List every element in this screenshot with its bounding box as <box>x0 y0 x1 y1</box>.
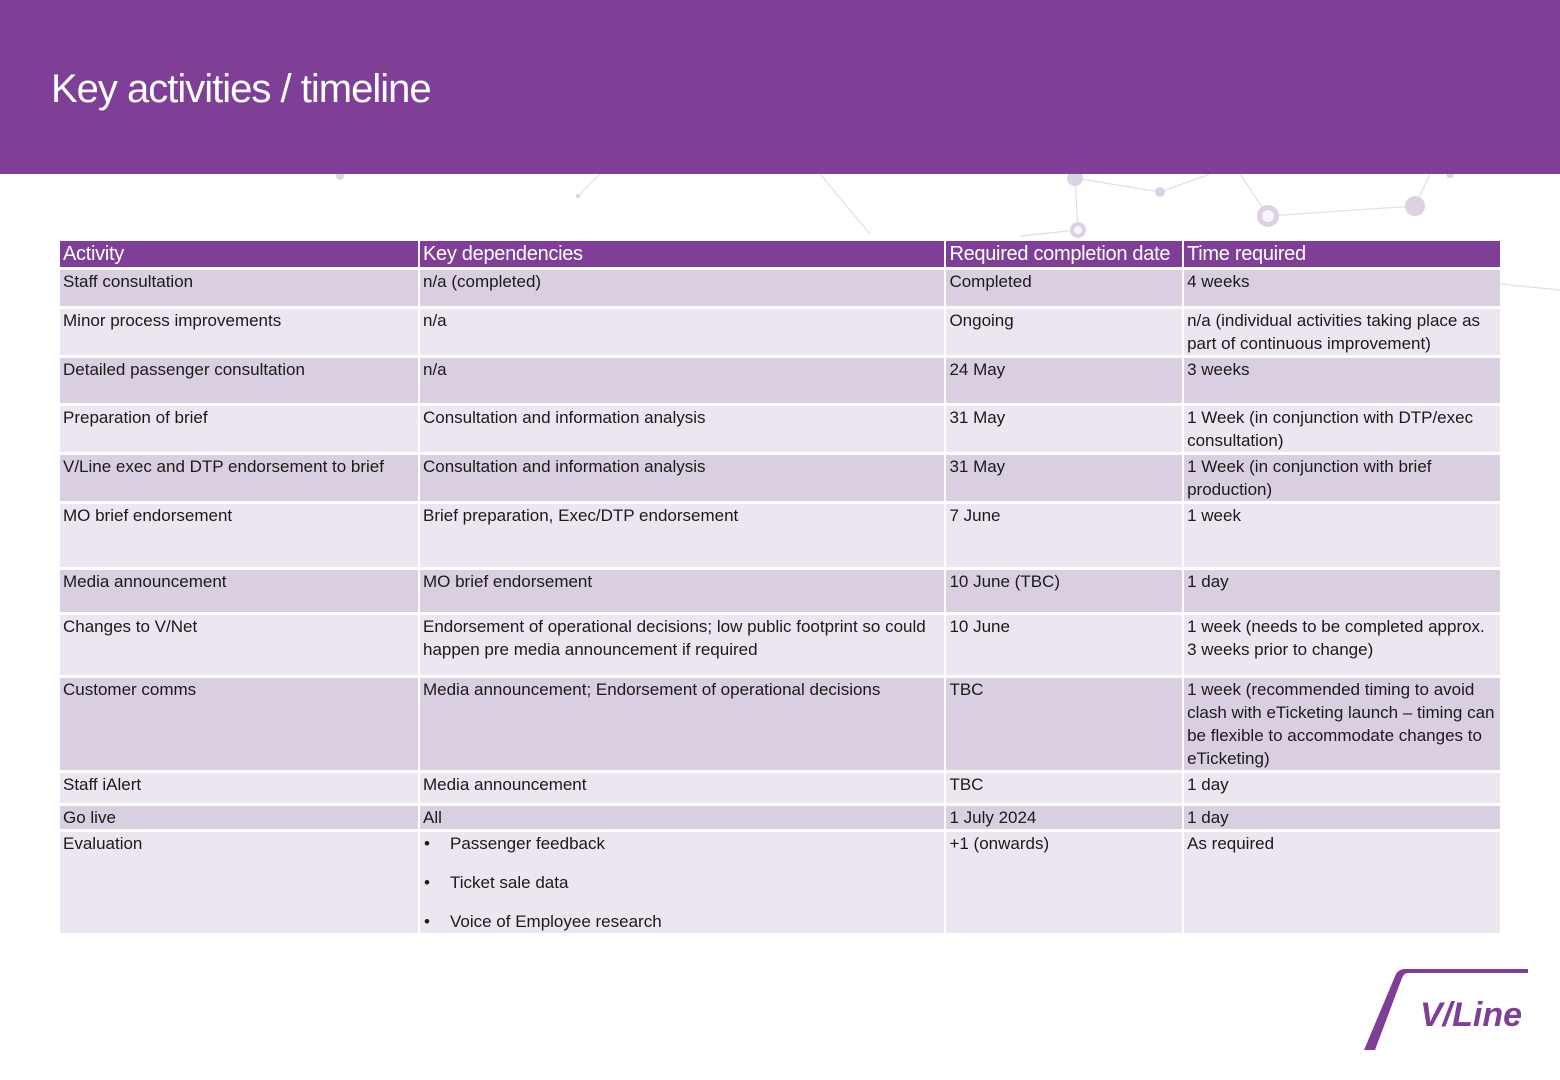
table-row <box>60 309 1500 355</box>
table-row <box>60 270 1500 306</box>
table-row <box>60 615 1500 675</box>
dependencies-cell: Consultation and information analysis <box>420 406 944 452</box>
completion-date-cell: +1 (onwards) <box>946 832 1182 933</box>
completion-date-cell: Ongoing <box>946 309 1182 355</box>
list-item: • Voice of Employee research <box>423 910 941 933</box>
dependencies-cell: Consultation and information analysis <box>420 455 944 501</box>
time-required-cell: 3 weeks <box>1184 358 1500 403</box>
time-required-cell: 1 Week (in conjunction with DTP/exec consultation) <box>1184 406 1500 452</box>
time-required-cell: 1 day <box>1184 570 1500 612</box>
activity-cell: Customer comms <box>60 678 418 770</box>
activity-cell: Preparation of brief <box>60 406 418 452</box>
completion-date-cell: 7 June <box>946 504 1182 567</box>
slide-header <box>0 0 1560 174</box>
activity-cell: Minor process improvements <box>60 309 418 355</box>
table-header-row <box>60 241 1500 267</box>
time-required-cell: 1 Week (in conjunction with brief production) <box>1184 455 1500 501</box>
header-activity: Activity <box>60 241 418 267</box>
dependencies-cell: n/a (completed) <box>420 270 944 306</box>
activity-cell: Go live <box>60 806 418 829</box>
dependencies-cell: n/a <box>420 309 944 355</box>
completion-date-cell: 31 May <box>946 406 1182 452</box>
time-required-cell: 1 week <box>1184 504 1500 567</box>
dependencies-cell: Brief preparation, Exec/DTP endorsement <box>420 504 944 567</box>
activity-cell: Staff iAlert <box>60 773 418 803</box>
header-key-dependencies: Key dependencies <box>420 241 944 267</box>
activity-cell: V/Line exec and DTP endorsement to brief <box>60 455 418 501</box>
activity-cell: Evaluation <box>60 832 418 933</box>
completion-date-cell: 10 June <box>946 615 1182 675</box>
completion-date-cell: TBC <box>946 773 1182 803</box>
activity-cell: Detailed passenger consultation <box>60 358 418 403</box>
list-item: • Passenger feedback <box>423 832 941 855</box>
completion-date-cell: 10 June (TBC) <box>946 570 1182 612</box>
time-required-cell: n/a (individual activities taking place as part of continuous improvement) <box>1184 309 1500 355</box>
activity-cell: Media announcement <box>60 570 418 612</box>
completion-date-cell: Completed <box>946 270 1182 306</box>
vline-logo-icon <box>1362 966 1530 1052</box>
slide-title: Key activities / timeline <box>51 67 431 111</box>
header-time-required: Time required <box>1184 241 1500 267</box>
table-row <box>60 832 1500 933</box>
table-row <box>60 773 1500 803</box>
dependencies-cell: Media announcement; Endorsement of operational decisions <box>420 678 944 770</box>
time-required-cell: 1 week (needs to be completed approx. 3 weeks prior to change) <box>1184 615 1500 675</box>
table-row <box>60 455 1500 501</box>
completion-date-cell: 24 May <box>946 358 1182 403</box>
dependencies-cell: Media announcement <box>420 773 944 803</box>
dependencies-cell: MO brief endorsement <box>420 570 944 612</box>
time-required-cell: 1 week (recommended timing to avoid clash with eTicketing launch – timing can be flexible to accommodate changes to eTicketing) <box>1184 678 1500 770</box>
header-required-completion-date: Required completion date <box>946 241 1182 267</box>
time-required-cell: As required <box>1184 832 1500 933</box>
dependencies-cell: Endorsement of operational decisions; low public footprint so could happen pre media announcement if required <box>420 615 944 675</box>
activity-cell: Changes to V/Net <box>60 615 418 675</box>
time-required-cell: 1 day <box>1184 773 1500 803</box>
logo-text: V/Line <box>1420 996 1523 1034</box>
table-row <box>60 806 1500 829</box>
table-row <box>60 504 1500 567</box>
dependencies-cell <box>420 832 944 933</box>
activities-table <box>58 238 1502 936</box>
completion-date-cell: 1 July 2024 <box>946 806 1182 829</box>
dependencies-cell: n/a <box>420 358 944 403</box>
table-row <box>60 406 1500 452</box>
table-row <box>60 358 1500 403</box>
activity-cell: Staff consultation <box>60 270 418 306</box>
dependency-list <box>423 832 941 933</box>
table-row <box>60 678 1500 770</box>
time-required-cell: 4 weeks <box>1184 270 1500 306</box>
completion-date-cell: TBC <box>946 678 1182 770</box>
completion-date-cell: 31 May <box>946 455 1182 501</box>
activity-cell: MO brief endorsement <box>60 504 418 567</box>
list-item: • Ticket sale data <box>423 871 941 894</box>
table-row <box>60 570 1500 612</box>
dependencies-cell: All <box>420 806 944 829</box>
time-required-cell: 1 day <box>1184 806 1500 829</box>
